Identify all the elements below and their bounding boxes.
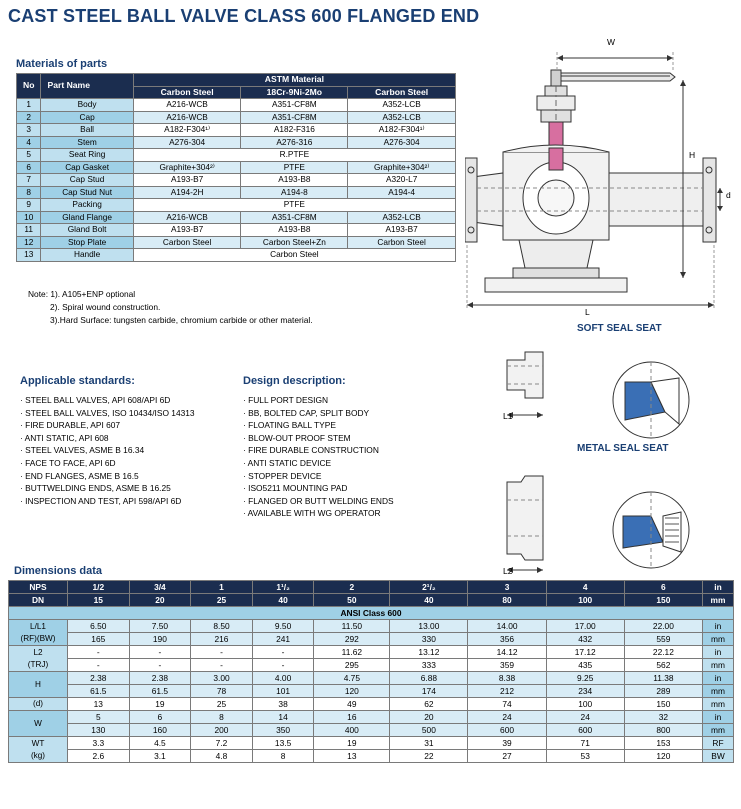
- cell-value: 4.8: [191, 750, 253, 763]
- table-row: [9, 685, 734, 698]
- cell-value: 559: [624, 633, 702, 646]
- cell-part-name: Seat Ring: [41, 149, 133, 162]
- header-dn-1: 20: [129, 594, 191, 607]
- cell-material-1: Graphite+304²⁾: [133, 161, 241, 174]
- cell-part-name: Cap Stud Nut: [41, 186, 133, 199]
- row-unit: RF: [703, 737, 734, 750]
- table-row: [17, 249, 456, 262]
- cell-no: 8: [17, 186, 41, 199]
- caption-metal-seal-seat: METAL SEAL SEAT: [577, 443, 669, 454]
- cell-material-2: A276-316: [241, 136, 348, 149]
- header-nps: NPS: [9, 581, 68, 594]
- cell-value: 165: [68, 633, 130, 646]
- dimensions-header-row-2: [9, 594, 734, 607]
- cell-material-2: Carbon Steel+Zn: [241, 236, 348, 249]
- cell-value: 356: [468, 633, 546, 646]
- cell-value: 190: [129, 633, 191, 646]
- cell-value: 160: [129, 724, 191, 737]
- cell-material-1: A182-F304¹⁾: [133, 124, 241, 137]
- cell-material-3: Carbon Steel: [348, 236, 456, 249]
- cell-material-all: PTFE: [133, 199, 455, 212]
- cell-value: 14: [252, 711, 314, 724]
- table-row: [17, 111, 456, 124]
- header-unit-mm: mm: [703, 594, 734, 607]
- dimensions-section: [8, 565, 734, 763]
- ansi-class-row: [9, 607, 734, 620]
- row-label: WT (kg): [9, 737, 68, 763]
- list-item: · FIRE DURABLE CONSTRUCTION: [243, 445, 379, 456]
- cell-value: 2.38: [68, 672, 130, 685]
- label-h: H: [689, 150, 696, 160]
- cell-value: 22.00: [624, 620, 702, 633]
- row-unit: in: [703, 646, 734, 659]
- cell-value: 78: [191, 685, 253, 698]
- header-unit-in: in: [703, 581, 734, 594]
- materials-section: [16, 58, 456, 262]
- cell-value: 39: [468, 737, 546, 750]
- cell-part-name: Cap: [41, 111, 133, 124]
- note-1: Note: 1). A105+ENP optional: [28, 289, 136, 299]
- list-item: · FLANGED OR BUTT WELDING ENDS: [243, 495, 394, 506]
- cell-no: 5: [17, 149, 41, 162]
- table-row: [9, 737, 734, 750]
- header-nps-1: 3/4: [129, 581, 191, 594]
- cell-material-3: A193-B7: [348, 224, 456, 237]
- header-dn-2: 25: [191, 594, 253, 607]
- cell-value: 3.3: [68, 737, 130, 750]
- cell-value: 4.00: [252, 672, 314, 685]
- table-row: [9, 659, 734, 672]
- cell-value: 100: [546, 698, 624, 711]
- cell-value: 359: [468, 659, 546, 672]
- valve-drawing: [465, 30, 737, 576]
- cell-value: 24: [468, 711, 546, 724]
- cell-value: 14.12: [468, 646, 546, 659]
- header-nps-3: 1¹/₂: [252, 581, 314, 594]
- header-dn-7: 100: [546, 594, 624, 607]
- cell-value: 20: [390, 711, 468, 724]
- cell-value: 13.12: [390, 646, 468, 659]
- table-row: [17, 236, 456, 249]
- cell-value: 11.38: [624, 672, 702, 685]
- design-section: [243, 375, 458, 520]
- cell-value: 4.75: [314, 672, 390, 685]
- table-row: [17, 211, 456, 224]
- cell-value: 8.50: [191, 620, 253, 633]
- header-nps-6: 3: [468, 581, 546, 594]
- cell-value: -: [191, 646, 253, 659]
- cell-material-all: R.PTFE: [133, 149, 455, 162]
- col-carbon-steel-2: Carbon Steel: [348, 86, 456, 99]
- cell-value: 17.00: [546, 620, 624, 633]
- cell-value: 13.5: [252, 737, 314, 750]
- label-w: W: [607, 37, 616, 47]
- cell-value: 6.50: [68, 620, 130, 633]
- row-unit: mm: [703, 633, 734, 646]
- header-nps-5: 2¹/₂: [390, 581, 468, 594]
- cell-no: 13: [17, 249, 41, 262]
- dimensions-header-row: [9, 581, 734, 594]
- header-dn-8: 150: [624, 594, 702, 607]
- cell-value: 71: [546, 737, 624, 750]
- row-unit: mm: [703, 659, 734, 672]
- cell-value: 2.6: [68, 750, 130, 763]
- cell-value: 200: [191, 724, 253, 737]
- cell-value: -: [191, 659, 253, 672]
- table-row: [9, 672, 734, 685]
- table-row: [9, 633, 734, 646]
- cell-no: 9: [17, 199, 41, 212]
- header-nps-7: 4: [546, 581, 624, 594]
- cell-material-2: A351-CF8M: [241, 111, 348, 124]
- header-nps-2: 1: [191, 581, 253, 594]
- cell-value: 289: [624, 685, 702, 698]
- row-label: L2 (TRJ): [9, 646, 68, 672]
- table-row: [9, 711, 734, 724]
- cell-value: 13: [68, 698, 130, 711]
- table-row: [9, 698, 734, 711]
- table-row: [17, 124, 456, 137]
- cell-no: 11: [17, 224, 41, 237]
- row-label: H: [9, 672, 68, 698]
- label-d: d: [726, 190, 731, 200]
- cell-value: 22.12: [624, 646, 702, 659]
- dimensions-head: [9, 581, 734, 607]
- cell-value: 212: [468, 685, 546, 698]
- row-unit: in: [703, 672, 734, 685]
- row-label: (d): [9, 698, 68, 711]
- cell-value: 9.25: [546, 672, 624, 685]
- header-dn: DN: [9, 594, 68, 607]
- table-row: [9, 620, 734, 633]
- cell-value: 16: [314, 711, 390, 724]
- cell-part-name: Ball: [41, 124, 133, 137]
- cell-value: 600: [546, 724, 624, 737]
- caption-soft-seal-seat: SOFT SEAL SEAT: [577, 323, 662, 334]
- cell-value: 562: [624, 659, 702, 672]
- cell-material-2: A351-CF8M: [241, 211, 348, 224]
- cell-value: 234: [546, 685, 624, 698]
- cell-material-1: A216-WCB: [133, 99, 241, 112]
- standards-section: [20, 375, 235, 507]
- cell-part-name: Cap Gasket: [41, 161, 133, 174]
- materials-heading: Materials of parts: [16, 58, 108, 70]
- cell-value: 7.50: [129, 620, 191, 633]
- cell-material-2: A182-F316: [241, 124, 348, 137]
- cell-value: 101: [252, 685, 314, 698]
- col-carbon-steel-1: Carbon Steel: [133, 86, 241, 99]
- col-part-name: Part Name: [41, 74, 133, 99]
- table-row: [9, 724, 734, 737]
- header-nps-4: 2: [314, 581, 390, 594]
- cell-value: 216: [191, 633, 253, 646]
- cell-part-name: Cap Stud: [41, 174, 133, 187]
- cell-value: 22: [390, 750, 468, 763]
- cell-value: 153: [624, 737, 702, 750]
- cell-material-3: A352-LCB: [348, 111, 456, 124]
- cell-value: -: [252, 659, 314, 672]
- standards-heading: Applicable standards:: [20, 375, 135, 387]
- list-item: · FLOATING BALL TYPE: [243, 420, 336, 431]
- row-unit: in: [703, 620, 734, 633]
- cell-part-name: Gland Bolt: [41, 224, 133, 237]
- cell-value: 49: [314, 698, 390, 711]
- table-row: [9, 646, 734, 659]
- cell-part-name: Packing: [41, 199, 133, 212]
- label-l: L: [585, 307, 590, 317]
- cell-value: 8: [252, 750, 314, 763]
- cell-value: -: [68, 646, 130, 659]
- dimensions-heading: Dimensions data: [14, 565, 103, 577]
- list-item: · AVAILABLE WITH WG OPERATOR: [243, 508, 381, 519]
- row-unit: BW: [703, 750, 734, 763]
- table-row: [17, 161, 456, 174]
- cell-value: 150: [624, 698, 702, 711]
- list-item: · ANTI STATIC, API 608: [20, 432, 109, 443]
- header-dn-0: 15: [68, 594, 130, 607]
- cell-value: 333: [390, 659, 468, 672]
- list-item: · INSPECTION AND TEST, API 598/API 6D: [20, 495, 182, 506]
- cell-material-1: Carbon Steel: [133, 236, 241, 249]
- cell-value: 13: [314, 750, 390, 763]
- cell-part-name: Body: [41, 99, 133, 112]
- cell-value: 500: [390, 724, 468, 737]
- cell-value: 130: [68, 724, 130, 737]
- cell-material-1: A194-2H: [133, 186, 241, 199]
- cell-value: 400: [314, 724, 390, 737]
- materials-body: [17, 99, 456, 262]
- cell-value: 3.1: [129, 750, 191, 763]
- materials-table: [16, 73, 456, 262]
- cell-material-3: A194-4: [348, 186, 456, 199]
- header-nps-0: 1/2: [68, 581, 130, 594]
- cell-material-2: A351-CF8M: [241, 99, 348, 112]
- ansi-class-label: ANSI Class 600: [9, 607, 734, 620]
- cell-material-3: A320-L7: [348, 174, 456, 187]
- cell-value: 17.12: [546, 646, 624, 659]
- list-item: · BLOW-OUT PROOF STEM: [243, 432, 351, 443]
- row-unit: in: [703, 711, 734, 724]
- table-row: [17, 99, 456, 112]
- cell-material-3: A182-F304¹⁾: [348, 124, 456, 137]
- cell-value: -: [68, 659, 130, 672]
- cell-value: 174: [390, 685, 468, 698]
- cell-value: 27: [468, 750, 546, 763]
- cell-value: 62: [390, 698, 468, 711]
- table-row: [17, 186, 456, 199]
- header-dn-4: 50: [314, 594, 390, 607]
- list-item: · FIRE DURABLE, API 607: [20, 420, 121, 431]
- cell-material-3: A352-LCB: [348, 211, 456, 224]
- table-row: [9, 750, 734, 763]
- cell-value: 241: [252, 633, 314, 646]
- materials-notes: [28, 288, 313, 327]
- cell-material-2: PTFE: [241, 161, 348, 174]
- cell-material-2: A193-B8: [241, 174, 348, 187]
- cell-value: -: [129, 646, 191, 659]
- list-item: · STEEL BALL VALVES, API 608/API 6D: [20, 395, 171, 405]
- cell-value: 3.00: [191, 672, 253, 685]
- design-heading: Design description:: [243, 375, 346, 387]
- table-row: [17, 224, 456, 237]
- header-dn-5: 40: [390, 594, 468, 607]
- cell-value: 5: [68, 711, 130, 724]
- col-astm-material: ASTM Material: [133, 74, 455, 87]
- list-item: · BB, BOLTED CAP, SPLIT BODY: [243, 407, 370, 418]
- label-l2: L2: [503, 566, 513, 576]
- cell-value: 600: [468, 724, 546, 737]
- col-18cr9ni2mo: 18Cr-9Ni-2Mo: [241, 86, 348, 99]
- header-dn-3: 40: [252, 594, 314, 607]
- cell-material-2: A194-8: [241, 186, 348, 199]
- table-row: [17, 149, 456, 162]
- cell-value: 4.5: [129, 737, 191, 750]
- cell-value: 8: [191, 711, 253, 724]
- cell-no: 3: [17, 124, 41, 137]
- cell-value: 295: [314, 659, 390, 672]
- cell-value: 11.50: [314, 620, 390, 633]
- row-label: L/L1 (RF)(BW): [9, 620, 68, 646]
- cell-value: 6.88: [390, 672, 468, 685]
- cell-no: 4: [17, 136, 41, 149]
- cell-no: 12: [17, 236, 41, 249]
- table-row: [17, 174, 456, 187]
- note-3: 3).Hard Surface: tungsten carbide, chromium carbide or other material.: [50, 315, 313, 325]
- cell-value: 19: [314, 737, 390, 750]
- cell-value: 32: [624, 711, 702, 724]
- cell-value: 7.2: [191, 737, 253, 750]
- cell-value: 19: [129, 698, 191, 711]
- cell-material-3: A276-304: [348, 136, 456, 149]
- row-unit: mm: [703, 724, 734, 737]
- cell-material-2: A193-B8: [241, 224, 348, 237]
- cell-value: 120: [624, 750, 702, 763]
- table-row: [17, 136, 456, 149]
- cell-value: 14.00: [468, 620, 546, 633]
- cell-part-name: Handle: [41, 249, 133, 262]
- row-unit: mm: [703, 685, 734, 698]
- list-item: · ISO5211 MOUNTING PAD: [243, 483, 348, 494]
- cell-value: 31: [390, 737, 468, 750]
- cell-material-1: A193-B7: [133, 174, 241, 187]
- cell-value: 292: [314, 633, 390, 646]
- cell-part-name: Stop Plate: [41, 236, 133, 249]
- cell-value: 6: [129, 711, 191, 724]
- list-item: · END FLANGES, ASME B 16.5: [20, 470, 139, 481]
- cell-value: 8.38: [468, 672, 546, 685]
- cell-value: 350: [252, 724, 314, 737]
- page-title: CAST STEEL BALL VALVE CLASS 600 FLANGED END: [8, 6, 480, 26]
- drawing-svg: [465, 30, 737, 575]
- standards-list: [20, 394, 235, 507]
- cell-material-3: A352-LCB: [348, 99, 456, 112]
- cell-value: -: [252, 646, 314, 659]
- cell-no: 6: [17, 161, 41, 174]
- cell-value: 435: [546, 659, 624, 672]
- list-item: · ANTI STATIC DEVICE: [243, 457, 332, 468]
- cell-value: -: [129, 659, 191, 672]
- cell-value: 61.5: [68, 685, 130, 698]
- cell-no: 7: [17, 174, 41, 187]
- cell-material-1: A216-WCB: [133, 211, 241, 224]
- table-row: [17, 199, 456, 212]
- list-item: · BUTTWELDING ENDS, ASME B 16.25: [20, 483, 171, 494]
- cell-value: 25: [191, 698, 253, 711]
- cell-no: 1: [17, 99, 41, 112]
- label-l1: L1: [503, 411, 513, 421]
- cell-material-1: A216-WCB: [133, 111, 241, 124]
- cell-value: 9.50: [252, 620, 314, 633]
- row-label: W: [9, 711, 68, 737]
- header-dn-6: 80: [468, 594, 546, 607]
- cell-material-3: Graphite+304²⁾: [348, 161, 456, 174]
- cell-value: 13.00: [390, 620, 468, 633]
- list-item: · FACE TO FACE, API 6D: [20, 457, 116, 468]
- note-2: 2). Spiral wound construction.: [50, 302, 161, 312]
- cell-value: 24: [546, 711, 624, 724]
- header-nps-8: 6: [624, 581, 702, 594]
- cell-value: 38: [252, 698, 314, 711]
- dimensions-body: [9, 607, 734, 763]
- design-list: [243, 394, 458, 520]
- cell-part-name: Stem: [41, 136, 133, 149]
- cell-material-all: Carbon Steel: [133, 249, 455, 262]
- cell-value: 2.38: [129, 672, 191, 685]
- cell-value: 11.62: [314, 646, 390, 659]
- row-unit: mm: [703, 698, 734, 711]
- cell-value: 432: [546, 633, 624, 646]
- cell-material-1: A193-B7: [133, 224, 241, 237]
- list-item: · FULL PORT DESIGN: [243, 395, 329, 405]
- cell-value: 330: [390, 633, 468, 646]
- list-item: · STOPPER DEVICE: [243, 470, 322, 481]
- cell-no: 10: [17, 211, 41, 224]
- cell-value: 61.5: [129, 685, 191, 698]
- list-item: · STEEL BALL VALVES, ISO 10434/ISO 14313: [20, 407, 195, 418]
- dimensions-table: [8, 580, 734, 763]
- cell-value: 53: [546, 750, 624, 763]
- cell-material-1: A276-304: [133, 136, 241, 149]
- cell-value: 120: [314, 685, 390, 698]
- cell-part-name: Gland Flange: [41, 211, 133, 224]
- list-item: · STEEL VALVES, ASME B 16.34: [20, 445, 145, 456]
- cell-value: 74: [468, 698, 546, 711]
- cell-no: 2: [17, 111, 41, 124]
- cell-value: 800: [624, 724, 702, 737]
- col-no: No: [17, 74, 41, 99]
